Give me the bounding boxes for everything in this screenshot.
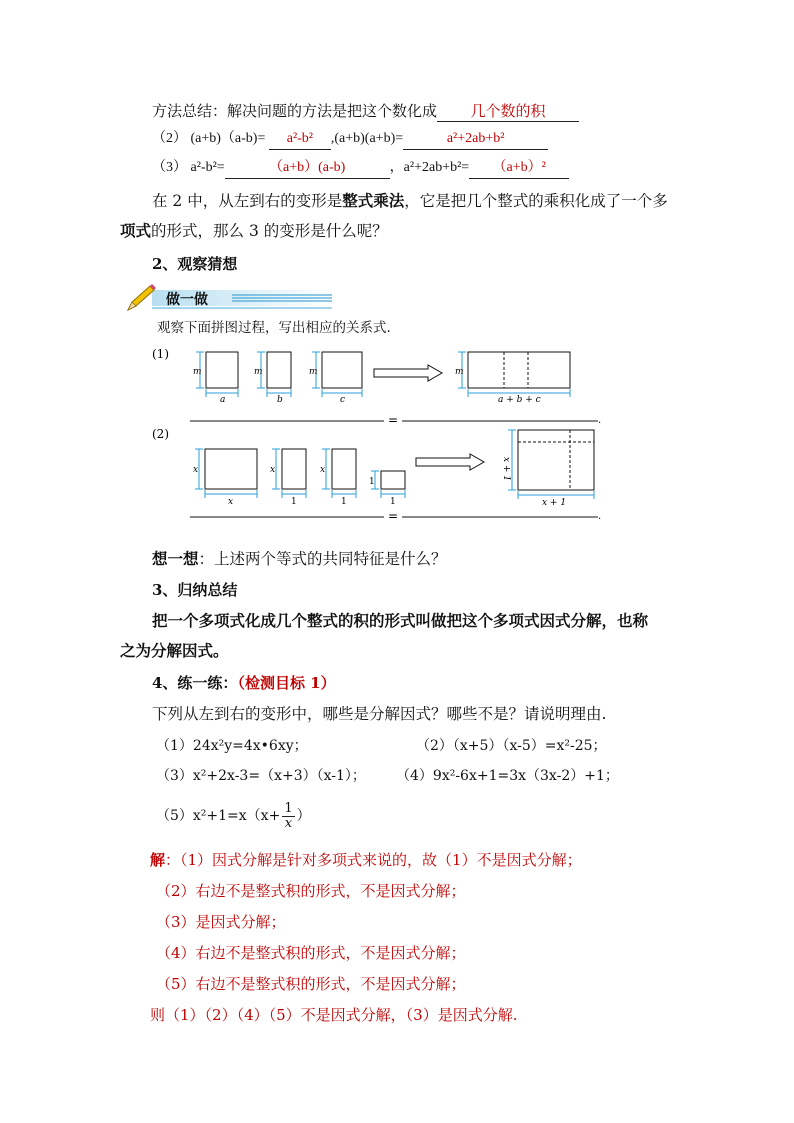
exercise-5-right: ） (296, 808, 311, 824)
solution-line-1 (150, 850, 582, 870)
banner-label: 做一做 (166, 292, 208, 308)
think-label: 想一想 (152, 549, 199, 568)
equals-sign: = (388, 413, 399, 427)
side-label-1: 1 (369, 477, 375, 487)
tile-label-1: 1 (291, 497, 297, 507)
expression: ，a²+2ab+b²= (389, 160, 470, 175)
arrow-right-icon (374, 365, 442, 381)
side-label-x: x (270, 465, 276, 475)
svg-text:.: . (598, 511, 602, 522)
answer-blank: a²+2ab+b² (403, 129, 548, 150)
banner-instruction: 观察下面拼图过程，写出相应的关系式. (157, 320, 391, 336)
solution-line-2: （2）右边不是整式积的形式，不是因式分解； (156, 882, 466, 900)
arrow-right-icon (416, 454, 484, 470)
text: ，它是把几个整式的乘积化成了一个多 (404, 192, 668, 210)
method-summary-answer: 几个数的积 (437, 101, 579, 122)
expression: ,(a+b)(a+b)= (330, 131, 404, 146)
side-label-x: x (320, 465, 326, 475)
svg-text:.: . (598, 415, 602, 426)
bold-term: 整式乘法 (342, 191, 405, 210)
banner (122, 284, 332, 314)
section-3-title: 3、归纳总结 (152, 581, 238, 599)
tile-label-x: x (228, 497, 234, 507)
question-number: （3） (152, 160, 187, 175)
exercise-prompt: 下列从左到右的变形中，哪些是分解因式？哪些不是？请说明理由. (152, 705, 607, 723)
side-label-m: m (193, 367, 202, 377)
definition-line-1: 把一个多项式化成几个整式的积的形式叫做把这个多项式因式分解，也称 (152, 611, 649, 630)
expression: a²-b²= (190, 160, 225, 175)
section-4-title (152, 673, 336, 693)
side-label-m: m (254, 367, 263, 377)
pencil-icon (128, 284, 156, 310)
tile-label-c: c (340, 395, 346, 405)
question-3 (152, 158, 569, 179)
banner-graphic (122, 284, 332, 314)
paragraph-line-2 (120, 221, 388, 241)
exercise-2: （2）（x+5）（x-5）=x²-25； (416, 738, 607, 754)
solution-line-3: （3）是因式分解； (156, 913, 286, 931)
bold-term: 项式 (120, 221, 152, 240)
text: 的形式，那么 3 的变形是什么呢？ (151, 222, 388, 240)
tile-label-1: 1 (390, 497, 396, 507)
question-number: （2） (152, 131, 187, 146)
section-4-label: 4、练一练： (152, 674, 238, 692)
solution-line-4: （4）右边不是整式积的形式，不是因式分解； (156, 944, 466, 962)
solution-label: 解 (150, 851, 166, 869)
result-side-label: x + 1 (501, 457, 511, 482)
exercise-4: （4）9x²-6x+1=3x（3x-2）+1； (396, 768, 619, 784)
side-label-m: m (455, 367, 464, 377)
equals-sign: = (388, 509, 399, 522)
exercise-5-left: （5）x²+1=x（x+ (156, 808, 281, 824)
figure-1-number: (1) (152, 347, 169, 361)
answer-blank: （a+b）² (469, 158, 569, 179)
section-2-title: 2、观察猜想 (152, 255, 238, 273)
fraction-denominator: x (284, 815, 293, 831)
solution-text: ：（1）因式分解是针对多项式来说的，故（1）不是因式分解； (165, 851, 582, 869)
think-text: ：上述两个等式的共同特征是什么？ (198, 550, 447, 568)
text: 在 2 中，从左到右的变形是 (152, 192, 343, 210)
paragraph-line-1 (152, 191, 668, 211)
method-summary (152, 101, 579, 122)
definition-line-2: 之为分解因式。 (120, 641, 229, 660)
exercise-3: （3）x²+2x-3=（x+3）（x-1）； (156, 768, 366, 784)
result-bottom-label: x + 1 (542, 498, 567, 508)
side-label-m: m (309, 367, 318, 377)
solution-line-5: （5）右边不是整式积的形式，不是因式分解； (156, 975, 466, 993)
target-label: （检测目标 1） (237, 674, 336, 692)
figure-1 (150, 340, 610, 430)
fraction (282, 802, 294, 831)
method-summary-text: 方法总结：解决问题的方法是把这个数化成 (152, 102, 438, 120)
answer-blank: （a+b）(a-b) (225, 158, 390, 179)
think-line (152, 549, 447, 569)
result-label: a + b + c (498, 395, 541, 405)
figure-2 (150, 422, 610, 522)
fraction-numerator: 1 (284, 800, 293, 816)
figure-2-number: (2) (152, 427, 169, 441)
expression: (a+b)（a-b)= (190, 131, 266, 146)
tile-label-a: a (220, 395, 226, 405)
exercise-1: （1）24x²y=4x•6xy； (156, 738, 308, 754)
question-2 (152, 129, 548, 150)
answer-blank: a²-b² (269, 129, 331, 150)
side-label-x: x (193, 465, 199, 475)
solution-conclusion: 则（1）（2）（4）（5）不是因式分解，（3）是因式分解. (150, 1006, 518, 1024)
exercise-5 (156, 800, 311, 832)
tile-label-b: b (277, 395, 283, 405)
tile-label-1: 1 (341, 497, 347, 507)
